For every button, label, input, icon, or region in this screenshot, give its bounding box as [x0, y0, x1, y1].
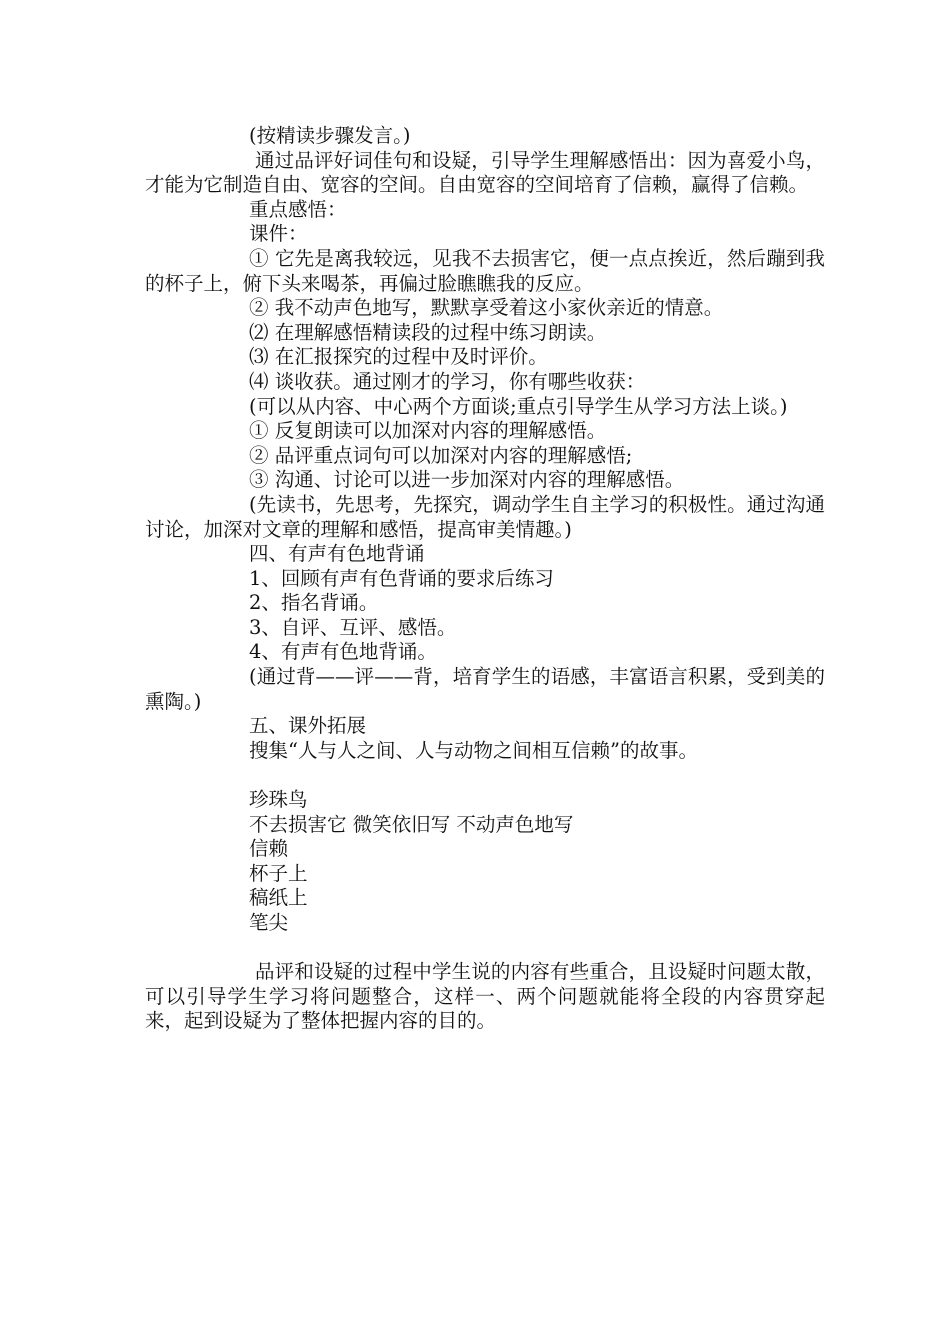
section-heading: 四、有声有色地背诵	[249, 542, 425, 566]
paragraph: ① 它先是离我较远，见我不去损害它，便一点点挨近，然后蹦到我的杯子上，俯下头来喝茶，再偏过脸瞧瞧我的反应。	[145, 246, 825, 295]
board-design	[145, 788, 825, 936]
paragraph: ⑵ 在理解感悟精读段的过程中练习朗读。	[249, 320, 607, 344]
paragraph: 搜集“人与人之间、人与动物之间相互信赖”的故事。	[249, 738, 698, 762]
paragraph: 3、自评、互评、感悟。	[249, 615, 457, 639]
board-title: 珍珠鸟	[249, 788, 308, 812]
paragraph: 通过品评好词佳句和设疑，引导学生理解感悟出：因为喜爱小鸟，才能为它制造自由、宽容的空间。自由宽容的空间培育了信赖，赢得了信赖。	[145, 148, 825, 197]
paragraph: (按精读步骤发言。)	[249, 124, 411, 147]
paragraph: (先读书，先思考，先探究，调动学生自主学习的积极性。通过沟通讨论，加深对文章的理解和感悟，提高审美情趣。)	[145, 492, 825, 541]
paragraph: ② 品评重点词句可以加深对内容的理解感悟;	[249, 443, 633, 467]
paragraph: ⑶ 在汇报探究的过程中及时评价。	[249, 345, 548, 369]
reflection-paragraph: 品评和设疑的过程中学生说的内容有些重合，且设疑时问题太散，可以引导学生学习将问题整合，这样一、两个问题就能将全段的内容贯穿起来，起到设疑为了整体把握内容的目的。	[145, 960, 825, 1033]
paragraph: 1、回顾有声有色背诵的要求后练习	[249, 566, 554, 590]
paragraph: ③ 沟通、讨论可以进一步加深对内容的理解感悟。	[249, 468, 685, 492]
paragraph: 课件：	[249, 222, 308, 246]
document-page	[145, 124, 825, 1034]
paragraph: 4、有声有色地背诵。	[249, 640, 437, 664]
section-heading: 五、课外拓展	[249, 714, 367, 738]
board-line: 不去损害它 微笑依旧写 不动声色地写	[249, 812, 574, 836]
board-line: 稿纸上	[249, 886, 308, 910]
paragraph: 重点感悟：	[249, 197, 347, 221]
board-line: 笔尖	[249, 911, 289, 934]
paragraph: ⑷ 谈收获。通过刚才的学习，你有哪些收获：	[249, 369, 646, 393]
board-line: 杯子上	[249, 861, 308, 885]
paragraph: (通过背——评——背，培育学生的语感，丰富语言积累，受到美的熏陶。)	[145, 665, 825, 713]
paragraph: ② 我不动声色地写，默默享受着这小家伙亲近的情意。	[249, 296, 724, 320]
board-line: 信赖	[249, 837, 289, 861]
paragraph: (可以从内容、中心两个方面谈;重点引导学生从学习方法上谈。)	[249, 394, 788, 418]
spacer	[145, 763, 825, 788]
paragraph: ① 反复朗读可以加深对内容的理解感悟。	[249, 419, 607, 443]
spacer	[145, 936, 825, 961]
paragraph: 2、指名背诵。	[249, 591, 379, 615]
